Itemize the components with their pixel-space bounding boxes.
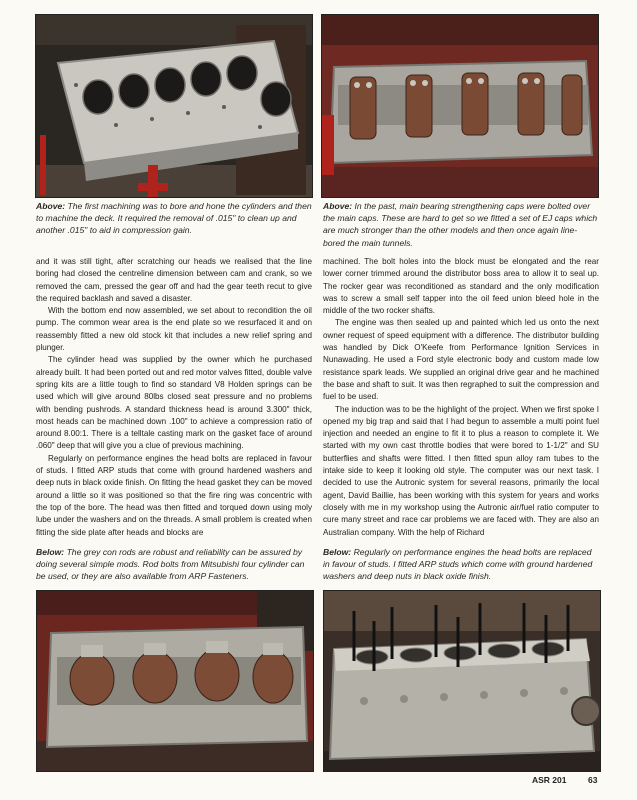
paragraph: machined. The bolt holes into the block must be elongated and the rear lower corner trimmed around the distributor boss area to allow it to seal up. The rocker gear was reconditioned as standard and the only modification was to screw a small self tapper into the oil feed union bleed hole in the middle of the two rocker shafts. xyxy=(323,257,599,316)
body-column-right xyxy=(323,256,599,539)
caption-top-right xyxy=(323,200,599,249)
caption-text: In the past, main bearing strengthening caps were bolted over the main caps. These are hard to get so we fitted a set of EJ caps which are much stronger than the other models and then once again line-bored the main tunnels. xyxy=(323,201,598,248)
footer-page-number: 63 xyxy=(588,775,598,785)
paragraph: The engine was then sealed up and painted which led us onto the next owner request of speed equipment with a difference. The distributor building was handled by Dick O'Keefe from Performance Ignition Services in Nunawading. He used a Ford style electronic body and custom made low resistance spark leads. We supplied an original drive gear and he machined the base and shaft to suit. It was then regraphed to suit the compression and fuel to be used. xyxy=(323,318,599,402)
caption-bottom-left xyxy=(36,546,312,583)
caption-bottom-right xyxy=(323,546,599,583)
paragraph: The induction was to be the highlight of the project. When we first spoke I opened my big trap and said that I had begun to assemble a multi point fuel injection and needed an engine to fit it to plus a reason to complete it. We started with my own cast throttle bodies that were bored to 1-1/2" and SU butterflies and shafts were fitted. I then fitted spun alloy ram tubes to the intake side to keep it looking old style. The computer was our next task. I decided to use the Autronic system for several reasons, primarily the local agent, David Baillie, has been working with this system for years and works closely with me in my workshop using the Autronic air/fuel ratio computer to cure many street and race car problems we are faced with. They are also an Australian company. With the help of Richard xyxy=(323,404,599,537)
head-studs-block-photo xyxy=(323,590,601,772)
caption-text: The grey con rods are robust and reliability can be assured by doing several simple mods. Rod bolts from Mitsubishi four cylinder can be used, or they are also available from ARP Fasteners. xyxy=(36,547,305,582)
footer-magazine-issue: ASR 201 xyxy=(532,775,567,785)
body-column-left xyxy=(36,256,312,539)
paragraph: and it was still tight, after scratching our heads we realised that the line boring had closed the centreline dimension between cam and crank, so we removed the cam, pressed the gear off and had the gear teeth recut to give the required backlash and saved a disaster. xyxy=(36,257,312,303)
caption-top-left xyxy=(36,200,312,237)
paragraph: The cylinder head was supplied by the owner which he purchased already built. It had been ported out and red motor valves fitted, double valve spring kits are a little tough to find so standard V8 Holden springs can be used which will give around 80lbs closed seat pressure and no problems with bending pushrods. A standard thickness head is around 3.300" thick, most heads can be machined down .100" to achieve a compression ratio of around 8.00:1. There is a telltale casting mark on the gasket face of around .060" deep that will give you a clue of previous machining. xyxy=(36,355,312,451)
main-bearing-caps-photo xyxy=(321,14,599,198)
caption-text: The first machining was to bore and hone the cylinders and then to machine the deck. It required the removal of .015" to clean up and another .015" to aid in compression gain. xyxy=(36,201,312,236)
caption-label: Above: xyxy=(323,201,353,211)
paragraph: Regularly on performance engines the head bolts are replaced in favour of studs. I fitted ARP studs that come with ground hardened washers and deep nuts in black oxide finish. On fitting the head gasket they can be moved around a little so it was positioned so that the fire ring was concentric with the top of the bore. The head was then fitted and torqued down using moly lube under the washers and on the threads. A small problem is created when fitting the side plate after heads and blocks are xyxy=(36,453,312,537)
engine-block-deck-photo xyxy=(35,14,313,198)
caption-label: Above: xyxy=(36,201,66,211)
caption-label: Below: xyxy=(36,547,65,557)
con-rods-crankshaft-photo xyxy=(36,590,314,772)
caption-label: Below: xyxy=(323,547,352,557)
caption-text: Regularly on performance engines the head bolts are replaced in favour of studs. I fitted ARP studs which come with ground hardened washers and deep nuts in black oxide finish. xyxy=(323,547,593,582)
paragraph: With the bottom end now assembled, we set about to recondition the oil pump. The common wear area is the end plate so we resurfaced it and on reassembly fitted a new old stock kit that includes a new relief spring and plunger. xyxy=(36,306,312,353)
